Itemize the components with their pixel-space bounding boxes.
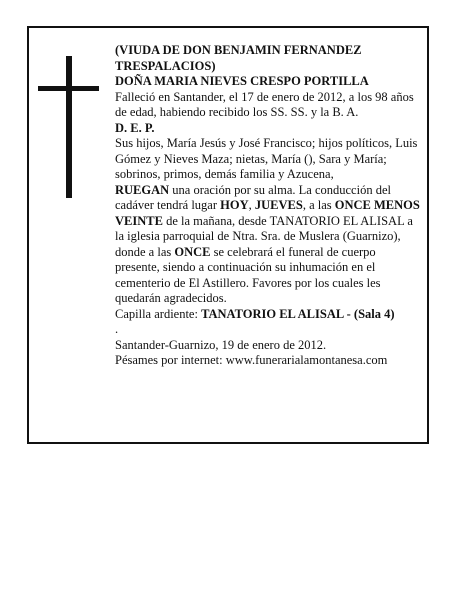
route-text: de la mañana, desde TANATORIO EL ALISAL a la iglesia parroquial de Ntra. Sra. de Muslera (Guarnizo), donde a las xyxy=(115,213,413,259)
family-members: Sus hijos, María Jesús y José Francisco; hijos políticos, Luis Gómez y Nieves Maza; nietas, María (), Sara y María; sobrinos, primos, demás familia y Azucena, xyxy=(115,136,418,181)
dot-line: . xyxy=(115,322,119,336)
jueves-text: JUEVES xyxy=(254,198,303,212)
a-las-text: , a las xyxy=(302,198,335,212)
comma-text: , xyxy=(248,198,255,212)
notice-text xyxy=(115,43,423,369)
notice-header: (VIUDA DE DON BENJAMIN FERNANDEZ TRESPALACIOS) xyxy=(115,43,362,73)
once-text: ONCE xyxy=(174,244,211,259)
cross-icon-arm xyxy=(38,86,99,91)
place-date: Santander-Guarnizo, 19 de enero de 2012. xyxy=(115,337,327,352)
pesames-line: Pésames por internet: www.funerarialamontanesa.com xyxy=(115,353,388,367)
funeral-text: se celebrará el funeral de cuerpo presente, siendo a continuación su inhumación en el cementerio de El Astillero. Favores por los cuales les quedarán agradecidos. xyxy=(115,244,381,305)
dep-line: D. E. P. xyxy=(115,120,155,135)
death-details: Falleció en Santander, el 17 de enero de 2012, a los 98 años de edad, habiendo recibido los SS. SS. y la B. A. xyxy=(115,89,414,119)
ruegan-text: RUEGAN xyxy=(115,182,170,197)
capilla-line xyxy=(115,307,423,323)
family-paragraph xyxy=(115,136,423,307)
time-text: ONCE MENOS VEINTE xyxy=(115,198,420,228)
capilla-label: Capilla ardiente: xyxy=(115,306,202,321)
cross-icon xyxy=(66,56,72,198)
capilla-value: TANATORIO EL ALISAL - (Sala 4) xyxy=(201,306,395,321)
conduction-text: una oración por su alma. La conducción del cadáver tendrá lugar xyxy=(115,182,391,212)
hoy-text: HOY xyxy=(220,198,249,212)
deceased-name: DOÑA MARIA NIEVES CRESPO PORTILLA xyxy=(115,74,369,88)
obituary-notice xyxy=(27,26,429,444)
